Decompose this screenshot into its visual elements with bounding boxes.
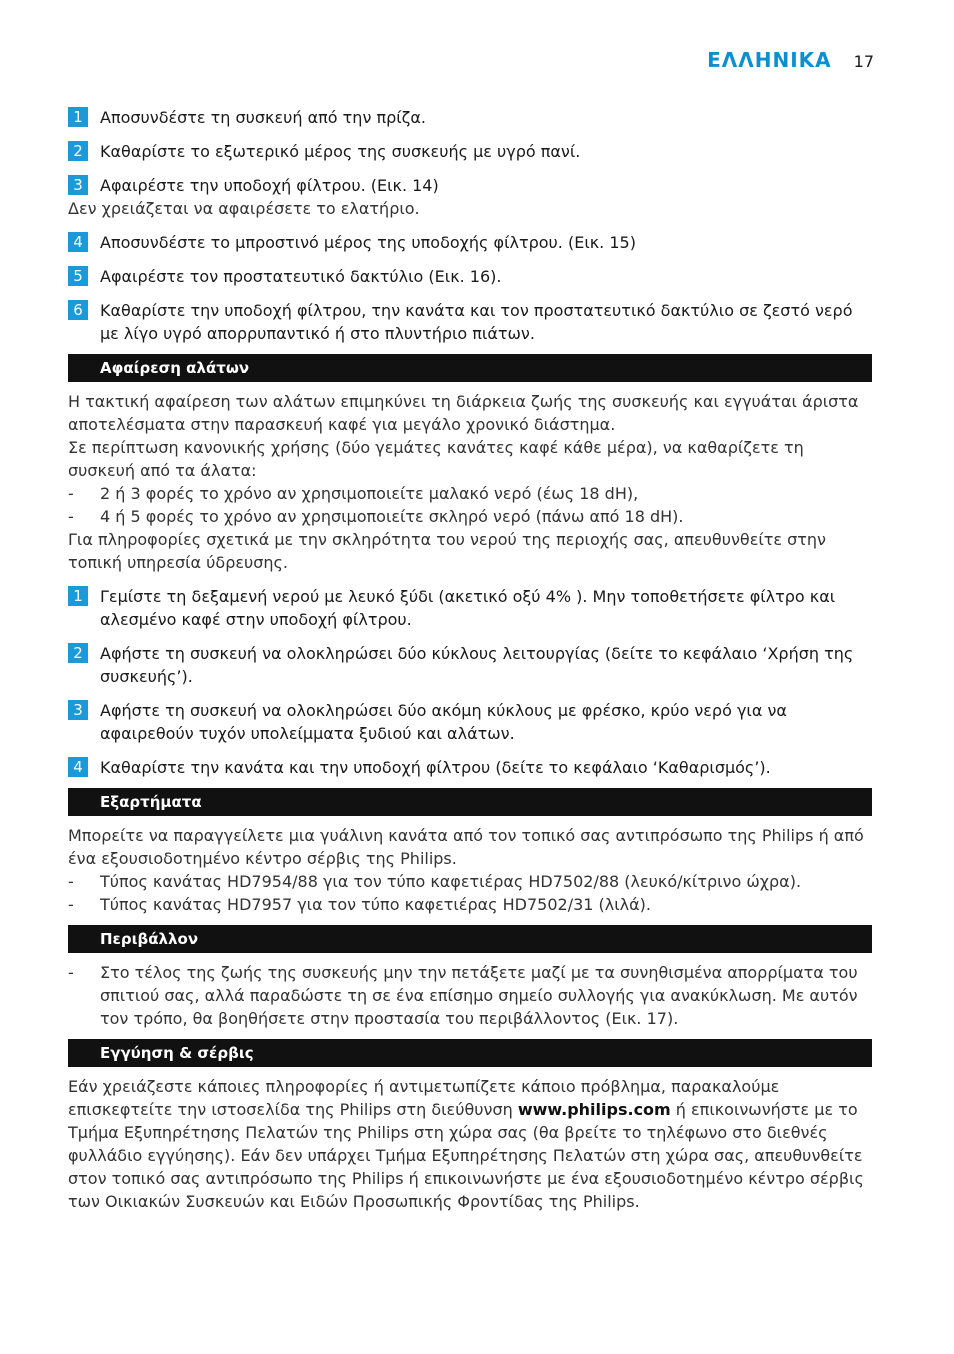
step-item xyxy=(68,265,872,288)
descaling-usage: Σε περίπτωση κανονικής χρήσης (δύο γεμάτες κανάτες καφέ κάθε μέρα), να καθαρίζετε τη συσκευή από τα άλατα: xyxy=(68,438,804,480)
philips-website-link[interactable]: www.philips.com xyxy=(517,1100,671,1119)
list-item xyxy=(68,482,872,505)
step-text: Γεμίστε τη δεξαμενή νερού με λευκό ξύδι (ακετικό οξύ 4% ). Μην τοποθετήσετε φίλτρο και αλεσμένο καφέ στην υποδοχή φίλτρου. xyxy=(100,587,836,629)
step-number: 5 xyxy=(68,266,88,286)
step-item xyxy=(68,231,872,254)
list-item xyxy=(68,505,872,528)
list-item-text: Στο τέλος της ζωής της συσκευής μην την πετάξετε μαζί με τα συνηθισμένα απορρίματα του σπιτιού σας, αλλά παραδώστε τη σε ένα επίσημο σημείο συλλογής για ανακύκλωση. Με αυτόν τον τρόπο, θα βοηθήσετε στην προστασία του περιβάλλοντος (Εικ. 17). xyxy=(100,963,858,1028)
step-item xyxy=(68,756,872,779)
dash-bullet: - xyxy=(68,872,74,891)
step-number: 2 xyxy=(68,643,88,663)
step-item xyxy=(68,699,872,745)
dash-bullet: - xyxy=(68,484,74,503)
section-heading-environment: Περιβάλλον xyxy=(68,925,872,953)
page-header xyxy=(707,48,874,72)
step-text: Αφαιρέστε την υποδοχή φίλτρου. (Εικ. 14) xyxy=(100,176,439,195)
step-item xyxy=(68,299,872,345)
dash-bullet: - xyxy=(68,895,74,914)
dash-bullet: - xyxy=(68,963,74,982)
step-text: Αποσυνδέστε τη συσκευή από την πρίζα. xyxy=(100,108,426,127)
step-item xyxy=(68,140,872,163)
section-heading-accessories: Εξαρτήματα xyxy=(68,788,872,816)
step-text: Αποσυνδέστε το μπροστινό μέρος της υποδοχής φίλτρου. (Εικ. 15) xyxy=(100,233,636,252)
descaling-intro: Η τακτική αφαίρεση των αλάτων επιμηκύνει τη διάρκεια ζωής της συσκευής και εγγυάται άριστα αποτελέσματα στην παρασκευή καφέ για μεγάλο χρονικό διάστημα. xyxy=(68,392,859,434)
step-item xyxy=(68,585,872,631)
page-content xyxy=(68,106,872,1213)
step-item xyxy=(68,174,872,197)
warranty-text xyxy=(68,1075,872,1213)
list-item-text: Τύπος κανάτας HD7957 για τον τύπο καφετιέρας HD7502/31 (λιλά). xyxy=(100,895,651,914)
step-text: Καθαρίστε το εξωτερικό μέρος της συσκευής με υγρό πανί. xyxy=(100,142,581,161)
step-text: Αφαιρέστε τον προστατευτικό δακτύλιο (Εικ. 16). xyxy=(100,267,502,286)
section-heading-descaling: Αφαίρεση αλάτων xyxy=(68,354,872,382)
list-item xyxy=(68,961,872,1030)
warranty-text-after: ή επικοινωνήστε με το Τμήμα Εξυπηρέτησης Πελατών της Philips στη χώρα σας (θα βρείτε το τηλέφωνο στο διεθνές φυλλάδιο εγγύησης). Εάν δεν υπάρχει Τμήμα Εξυπηρέτησης Πελατών στη χώρα σας, απευθυνθείτε στον τοπικό σας αντιπρόσωπο της Philips ή επικοινωνήστε με ένα εξουσιοδοτημένο κέντρο σέρβις των Οικιακών Συσκευών και Ειδών Προσωπικής Φροντίδας της Philips. xyxy=(68,1100,864,1211)
step-number: 6 xyxy=(68,300,88,320)
accessories-intro: Μπορείτε να παραγγείλετε μια γυάλινη κανάτα από τον τοπικό σας αντιπρόσωπο της Philips ή από ένα εξουσιοδοτημένο κέντρο σέρβις της Philips. xyxy=(68,826,864,868)
step-item xyxy=(68,642,872,688)
dash-bullet: - xyxy=(68,507,74,526)
step-number: 1 xyxy=(68,586,88,606)
list-item xyxy=(68,893,872,916)
note-text: Δεν χρειάζεται να αφαιρέσετε το ελατήριο. xyxy=(68,199,420,218)
step-text: Αφήστε τη συσκευή να ολοκληρώσει δύο κύκλους λειτουργίας (δείτε το κεφάλαιο ‘Χρήση της συσκευής’). xyxy=(100,644,854,686)
step-number: 3 xyxy=(68,175,88,195)
step-number: 4 xyxy=(68,757,88,777)
descaling-info: Για πληροφορίες σχετικά με την σκληρότητα του νερού της περιοχής σας, απευθυνθείτε στην τοπική υπηρεσία ύδρευσης. xyxy=(68,530,826,572)
section-heading-warranty: Εγγύηση & σέρβις xyxy=(68,1039,872,1067)
page-number: 17 xyxy=(853,52,874,71)
step-number: 4 xyxy=(68,232,88,252)
language-label: ΕΛΛΗΝΙΚΑ xyxy=(707,48,832,72)
list-item xyxy=(68,870,872,893)
step-text: Καθαρίστε την κανάτα και την υποδοχή φίλτρου (δείτε το κεφάλαιο ‘Καθαρισμός’). xyxy=(100,758,771,777)
step-number: 3 xyxy=(68,700,88,720)
step-text: Καθαρίστε την υποδοχή φίλτρου, την κανάτα και τον προστατευτικό δακτύλιο σε ζεστό νερό με λίγο υγρό απορρυπαντικό ή στο πλυντήριο πιάτων. xyxy=(100,301,853,343)
list-item-text: Τύπος κανάτας HD7954/88 για τον τύπο καφετιέρας HD7502/88 (λευκό/κίτρινο ώχρα). xyxy=(100,872,802,891)
list-item-text: 4 ή 5 φορές το χρόνο αν χρησιμοποιείτε σκληρό νερό (πάνω από 18 dH). xyxy=(100,507,684,526)
step-number: 1 xyxy=(68,107,88,127)
list-item-text: 2 ή 3 φορές το χρόνο αν χρησιμοποιείτε μαλακό νερό (έως 18 dH), xyxy=(100,484,639,503)
warranty-text-before: Εάν χρειάζεστε κάποιες πληροφορίες ή αντιμετωπίζετε κάποιο πρόβλημα, παρακαλούμε επισκεφτείτε την ιστοσελίδα της Philips στη διεύθυνση xyxy=(68,1077,780,1119)
step-item xyxy=(68,106,872,129)
step-number: 2 xyxy=(68,141,88,161)
step-text: Αφήστε τη συσκευή να ολοκληρώσει δύο ακόμη κύκλους με φρέσκο, κρύο νερό για να αφαιρεθούν τυχόν υπολείμματα ξυδιού και αλάτων. xyxy=(100,701,787,743)
